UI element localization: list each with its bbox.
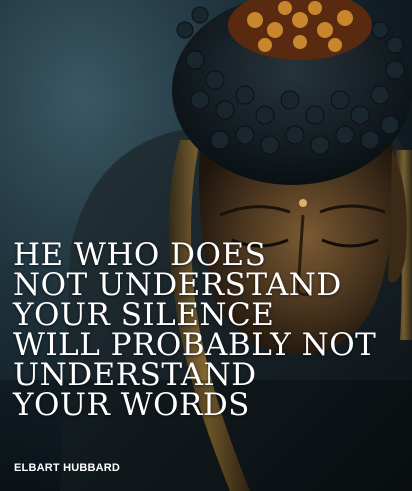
- quote-line: YOUR SILENCE: [13, 297, 275, 333]
- quote-line: UNDERSTAND: [13, 357, 257, 393]
- quote-line: HE WHO DOES: [13, 237, 267, 273]
- quote-line: NOT UNDERSTAND: [13, 267, 342, 303]
- quote-line: WILL PROBABLY NOT: [13, 327, 377, 363]
- quote-text: [13, 237, 408, 423]
- quote-line: YOUR WORDS: [13, 387, 250, 423]
- quote-author: ELBART HUBBARD: [14, 462, 121, 474]
